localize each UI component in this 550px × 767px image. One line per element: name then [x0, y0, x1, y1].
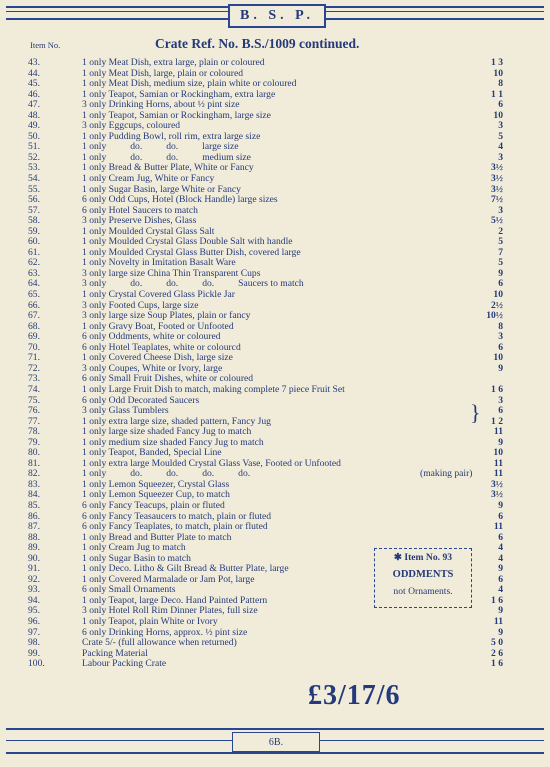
item-price: 2 [498, 225, 503, 237]
list-item [0, 659, 550, 670]
item-price: 9 [498, 626, 503, 638]
bottom-rule-lower [6, 752, 544, 754]
item-price: 6 [498, 341, 503, 353]
item-number: 56. [28, 194, 40, 206]
item-number: 92. [28, 573, 40, 585]
item-price: 4 [498, 542, 503, 554]
item-description: Crate 5/- (full allowance when returned) [82, 637, 237, 649]
crate-total: £3/17/6 [308, 680, 401, 711]
item-description: 3 only large size Soup Plates, plain or fancy [82, 310, 251, 322]
list-item [0, 174, 550, 185]
list-item [0, 58, 550, 69]
item-description: Packing Material [82, 647, 148, 659]
item-price: 10 [493, 447, 503, 459]
item-number: 69. [28, 331, 40, 343]
item-price: 6 [498, 278, 503, 290]
item-description: 1 only Meat Dish, extra large, plain or coloured [82, 57, 265, 68]
item-description: 3 only do. do. do. Saucers to match [82, 278, 304, 290]
item-description: 6 only Odd Decorated Saucers [82, 394, 200, 406]
item-description: 1 only extra large Moulded Crystal Glass Vase, Footed or Unfooted [82, 457, 341, 469]
item-number: 76. [28, 405, 40, 417]
item-number: 54. [28, 173, 40, 185]
item-description: 1 only Moulded Crystal Glass Double Salt with handle [82, 236, 293, 248]
item-number: 73. [28, 373, 40, 385]
item-price: 9 [498, 267, 503, 279]
item-price: 9 [498, 563, 503, 575]
item-number: 55. [28, 183, 40, 195]
item-number: 99. [28, 647, 40, 659]
item-price: 11 [493, 521, 503, 533]
item-description: 1 only medium size shaded Fancy Jug to match [82, 436, 264, 448]
item-number: 97. [28, 626, 40, 638]
note-line-3: not Ornaments. [393, 586, 453, 597]
note-line-1: ✱ Item No. 93 [393, 552, 453, 563]
list-item [0, 406, 550, 417]
item-number: 45. [28, 78, 40, 90]
item-price: 8 [498, 78, 503, 90]
item-price: 10 [493, 289, 503, 301]
item-price: 1 1 [491, 88, 503, 100]
item-number: 91. [28, 563, 40, 575]
bottom-rule [6, 728, 544, 730]
item-description: 6 only Drinking Horns, approx. ½ pint size [82, 626, 248, 638]
item-number: 48. [28, 109, 40, 121]
item-price: 5½ [491, 215, 503, 227]
item-description: 1 only Lemon Squeezer Cup, to match [82, 489, 230, 501]
item-description: 1 only extra large size, shaded pattern, Fancy Jug [82, 415, 271, 427]
item-price: 10 [493, 109, 503, 121]
item-price: 11 [493, 615, 503, 627]
item-number: 90. [28, 552, 40, 564]
item-price: 3 [498, 331, 503, 343]
item-price: 4 [498, 141, 503, 153]
item-number: 68. [28, 320, 40, 332]
item-description: 6 only Small Ornaments [82, 584, 176, 596]
item-price: 3 [498, 394, 503, 406]
item-price: 3 [498, 204, 503, 216]
item-price: 6 [498, 99, 503, 111]
item-number: 81. [28, 457, 40, 469]
item-number: 60. [28, 236, 40, 248]
item-price: 3½ [491, 478, 503, 490]
item-description: 1 only do. do. medium size [82, 151, 251, 163]
item-description: 1 only Moulded Crystal Glass Salt [82, 225, 215, 237]
item-price: 6 [498, 573, 503, 585]
item-price: 1 2 [491, 415, 503, 427]
item-number: 53. [28, 162, 40, 174]
item-number: 44. [28, 67, 40, 79]
item-number: 83. [28, 478, 40, 490]
item-price: 1 6 [491, 383, 503, 395]
item-number: 43. [28, 57, 40, 68]
item-number: 61. [28, 246, 40, 258]
item-number: 94. [28, 594, 40, 606]
item-price: 11 [493, 468, 503, 480]
item-description: 1 only Large Fruit Dish to match, making complete 7 piece Fruit Set [82, 383, 345, 395]
item-description: Labour Packing Crate [82, 658, 167, 670]
item-price: 1 6 [491, 594, 503, 606]
item-price: 2½ [491, 299, 503, 311]
item-price: 3½ [491, 173, 503, 185]
item-description: 1 only Moulded Crystal Glass Butter Dish, covered large [82, 246, 301, 258]
item-price: 3½ [491, 162, 503, 174]
item-price: 6 [498, 531, 503, 543]
item-description: 6 only Hotel Saucers to match [82, 204, 198, 216]
item-price: 4 [498, 584, 503, 596]
item-description: 3 only Glass Tumblers [82, 405, 169, 417]
item-number: 77. [28, 415, 40, 427]
item-description: 3 only Preserve Dishes, Glass [82, 215, 197, 227]
item-number: 59. [28, 225, 40, 237]
item-price: 11 [493, 457, 503, 469]
item-description: 1 only Teapot, Samian or Rockingham, large size [82, 109, 271, 121]
item-price: 9 [498, 605, 503, 617]
item-number: 78. [28, 426, 40, 438]
item-description: 1 only Sugar Basin, large White or Fancy [82, 183, 241, 195]
item-description: 3 only Hotel Roll Rim Dinner Plates, full size [82, 605, 258, 617]
note-line-2: ODDMENTS [392, 569, 454, 580]
item-description: 1 only Novelty in Imitation Basalt Ware [82, 257, 236, 269]
item-price: 9 [498, 362, 503, 374]
item-price: 5 [498, 236, 503, 248]
item-number: 57. [28, 204, 40, 216]
item-description: 1 only Meat Dish, medium size, plain white or coloured [82, 78, 297, 90]
item-description: 6 only Fancy Teasaucers to match, plain or fluted [82, 510, 272, 522]
item-price: 4 [498, 552, 503, 564]
item-price: 5 [498, 257, 503, 269]
item-price: 3 [498, 120, 503, 132]
item-price: 7½ [491, 194, 503, 206]
item-description: 3 only Coupes, White or Ivory, large [82, 362, 223, 374]
item-price: 3½ [491, 489, 503, 501]
item-price: 3½ [491, 183, 503, 195]
item-description: 1 only do. do. large size [82, 141, 239, 153]
item-number: 79. [28, 436, 40, 448]
item-description: 1 only Cream Jug to match [82, 542, 186, 554]
item-number: 49. [28, 120, 40, 132]
item-price: 5 [498, 130, 503, 142]
item-number: 96. [28, 615, 40, 627]
item-price: 6 [498, 405, 503, 417]
item-description: 1 only Crystal Covered Glass Pickle Jar [82, 289, 235, 301]
item-description: 1 only Cream Jug, White or Fancy [82, 173, 215, 185]
item-description: 1 only Covered Marmalade or Jam Pot, large [82, 573, 255, 585]
item-number: 47. [28, 99, 40, 111]
item-price: 9 [498, 436, 503, 448]
page-title: Crate Ref. No. B.S./1009 continued. [155, 36, 360, 51]
item-number: 80. [28, 447, 40, 459]
item-description: 1 only do. do. do. do. [82, 468, 251, 480]
item-description: 6 only Small Fruit Dishes, white or coloured [82, 373, 254, 385]
item-number-heading: Item No. [30, 40, 61, 50]
item-number: 98. [28, 637, 40, 649]
item-number: 58. [28, 215, 40, 227]
item-number: 66. [28, 299, 40, 311]
item-description: 3 only large size China Thin Transparent Cups [82, 267, 261, 279]
item-price: 7 [498, 246, 503, 258]
list-item [0, 385, 550, 396]
oddments-note [374, 548, 472, 608]
item-number: 88. [28, 531, 40, 543]
item-number: 100. [28, 658, 45, 670]
item-number: 95. [28, 605, 40, 617]
item-price: 10 [493, 67, 503, 79]
item-description: 1 only Pudding Bowl, roll rim, extra large size [82, 130, 261, 142]
item-description: 1 only Teapot, plain White or Ivory [82, 615, 218, 627]
item-number: 72. [28, 362, 40, 374]
item-price: 10 [493, 352, 503, 364]
item-description: 1 only Gravy Boat, Footed or Unfooted [82, 320, 234, 332]
item-description: 1 only Teapot, Banded, Special Line [82, 447, 222, 459]
item-description: 3 only Eggcups, coloured [82, 120, 181, 132]
item-number: 51. [28, 141, 40, 153]
item-number: 63. [28, 267, 40, 279]
item-description: 6 only Odd Cups, Hotel (Block Handle) large sizes [82, 194, 278, 206]
fruit-set-brace: } [470, 400, 481, 425]
item-number: 67. [28, 310, 40, 322]
header-label: B. S. P. [228, 4, 326, 28]
item-price: 8 [498, 320, 503, 332]
item-number: 50. [28, 130, 40, 142]
item-description: 1 only Teapot, large Deco. Hand Painted Pattern [82, 594, 268, 606]
item-number: 82. [28, 468, 40, 480]
item-price: 10½ [486, 310, 503, 322]
item-number: 65. [28, 289, 40, 301]
item-number: 86. [28, 510, 40, 522]
item-number: 87. [28, 521, 40, 533]
item-price: 5 0 [491, 637, 503, 649]
item-number: 84. [28, 489, 40, 501]
item-description: 1 only Lemon Squeezer, Crystal Glass [82, 478, 230, 490]
item-price: 6 [498, 510, 503, 522]
item-number: 93. [28, 584, 40, 596]
item-price: 2 6 [491, 647, 503, 659]
item-description: 3 only Footed Cups, large size [82, 299, 199, 311]
page-number: 6B. [232, 732, 320, 752]
item-description: 3 only Drinking Horns, about ½ pint size [82, 99, 240, 111]
item-number: 70. [28, 341, 40, 353]
item-number: 75. [28, 394, 40, 406]
item-number: 52. [28, 151, 40, 163]
item-description: 1 only Bread & Butter Plate, White or Fancy [82, 162, 254, 174]
item-number: 71. [28, 352, 40, 364]
item-number: 89. [28, 542, 40, 554]
item-description: 6 only Fancy Teaplates, to match, plain or fluted [82, 521, 268, 533]
item-price: 9 [498, 499, 503, 511]
item-price: 11 [493, 426, 503, 438]
list-item [0, 501, 550, 512]
item-description: 1 only Covered Cheese Dish, large size [82, 352, 233, 364]
item-number: 62. [28, 257, 40, 269]
list-item [0, 617, 550, 628]
item-number: 46. [28, 88, 40, 100]
item-description: 1 only Teapot, Samian or Rockingham, extra large [82, 88, 276, 100]
item-note: (making pair) [420, 468, 473, 480]
item-number: 74. [28, 383, 40, 395]
item-description: 1 only Sugar Basin to match [82, 552, 191, 564]
item-number: 85. [28, 499, 40, 511]
item-description: 1 only Deco. Litho & Gilt Bread & Butter Plate, large [82, 563, 289, 575]
item-number: 64. [28, 278, 40, 290]
item-price: 1 3 [491, 57, 503, 68]
item-price: 3 [498, 151, 503, 163]
list-item [0, 290, 550, 301]
item-price: 1 6 [491, 658, 503, 670]
item-description: 6 only Oddments, white or coloured [82, 331, 221, 343]
item-description: 1 only Meat Dish, large, plain or coloured [82, 67, 244, 79]
item-description: 6 only Fancy Teacups, plain or fluted [82, 499, 225, 511]
item-description: 1 only Bread and Butter Plate to match [82, 531, 232, 543]
item-description: 1 only large size shaded Fancy Jug to match [82, 426, 252, 438]
item-description: 6 only Hotel Teaplates, white or colourcd [82, 341, 241, 353]
